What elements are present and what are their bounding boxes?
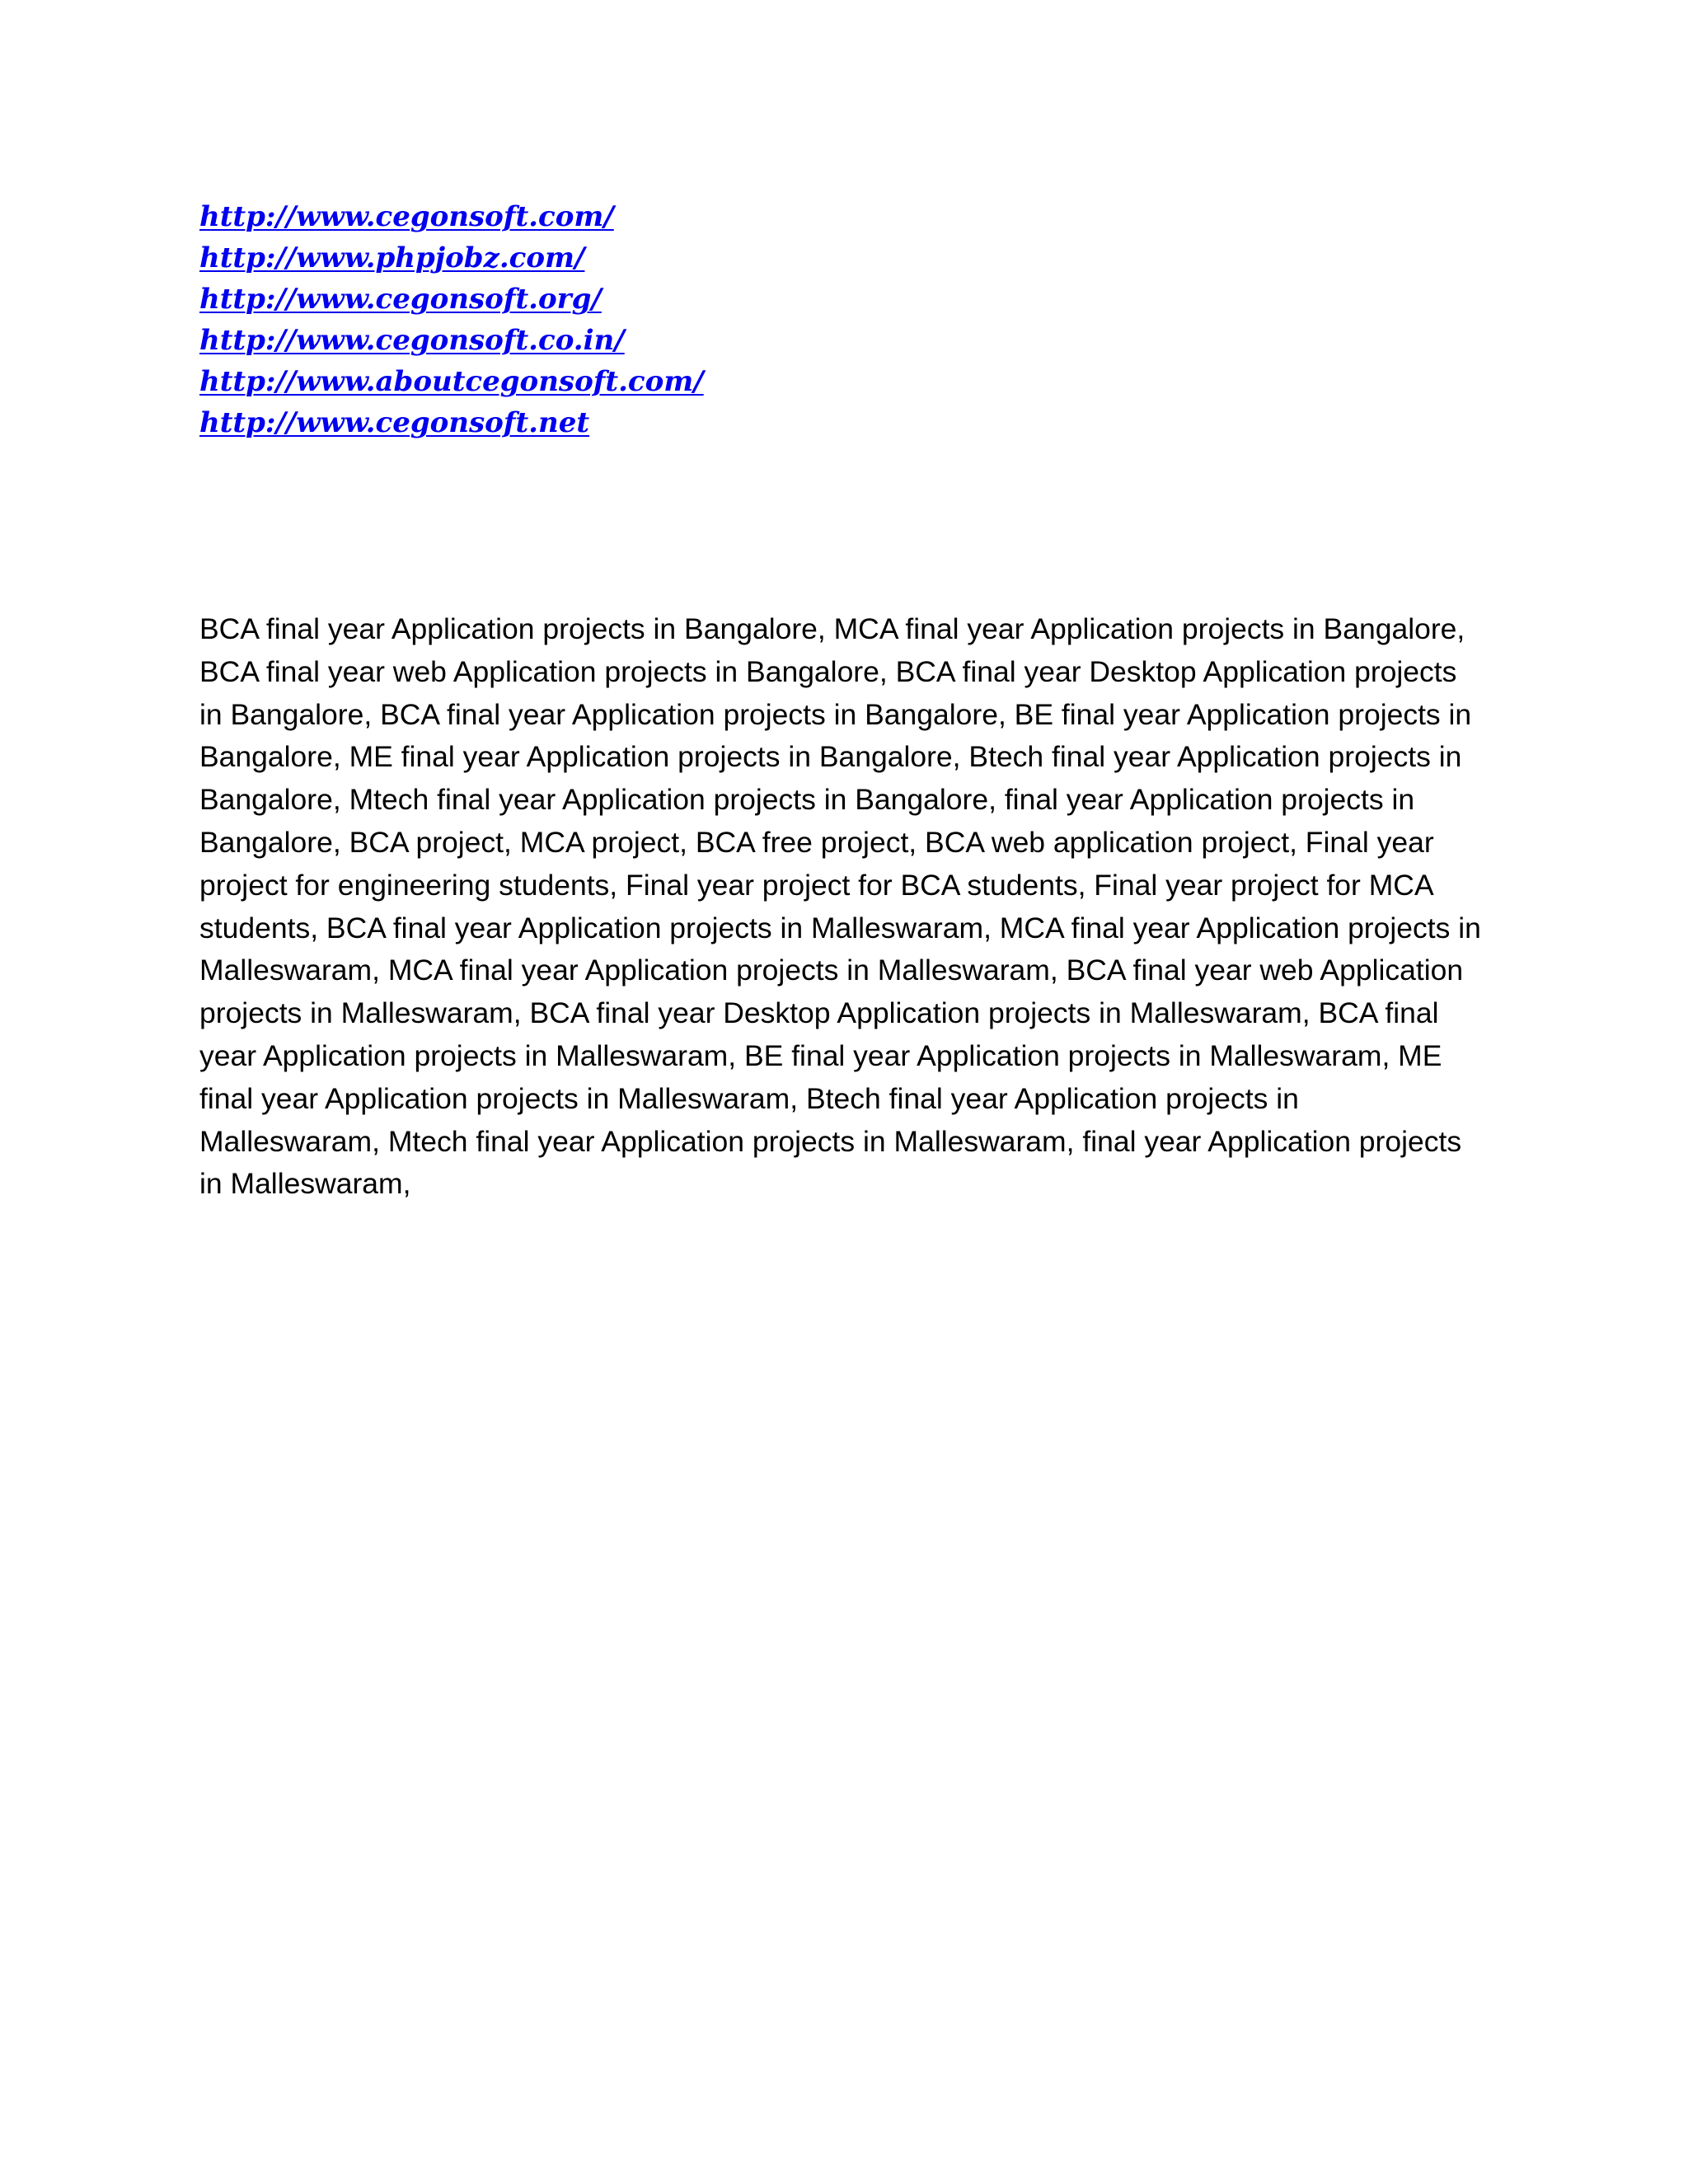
link-aboutcegonsoft-com[interactable]: http://www.aboutcegonsoft.com/ [199,365,704,398]
link-list [199,196,704,443]
link-phpjobz-com[interactable]: http://www.phpjobz.com/ [199,241,585,274]
link-cegonsoft-com[interactable]: http://www.cegonsoft.com/ [199,200,614,233]
link-list-item [199,279,704,320]
keyword-paragraph: BCA final year Application projects in Bangalore, MCA final year Application projects in Bangalore, BCA final year web Application projects in Bangalore, BCA final year Desktop Application projects in Bangalore, BCA final year Application projects in Bangalore, BE final year Application projects in Bangalore, ME final year Application projects in Bangalore, Btech final year Application projects in Bangalore, Mtech final year Application projects in Bangalore, final year Application projects in Bangalore, BCA project, MCA project, BCA free project, BCA web application project, Final year project for engineering students, Final year project for BCA students, Final year project for MCA students, BCA final year Application projects in Malleswaram, MCA final year Application projects in Malleswaram, MCA final year Application projects in Malleswaram, BCA final year web Application projects in Malleswaram, BCA final year Desktop Application projects in Malleswaram, BCA final year Application projects in Malleswaram, BE final year Application projects in Malleswaram, ME final year Application projects in Malleswaram, Btech final year Application projects in Malleswaram, Mtech final year Application projects in Malleswaram, final year Application projects in Malleswaram, [199,612,1481,1201]
link-list-item [199,402,704,443]
link-list-item [199,196,704,237]
link-list-item [199,237,704,279]
link-list-item [199,361,704,402]
link-list-item [199,320,704,361]
link-cegonsoft-co-in[interactable]: http://www.cegonsoft.co.in/ [199,324,625,357]
link-cegonsoft-org[interactable]: http://www.cegonsoft.org/ [199,283,602,316]
link-cegonsoft-net[interactable]: http://www.cegonsoft.net [199,406,590,439]
